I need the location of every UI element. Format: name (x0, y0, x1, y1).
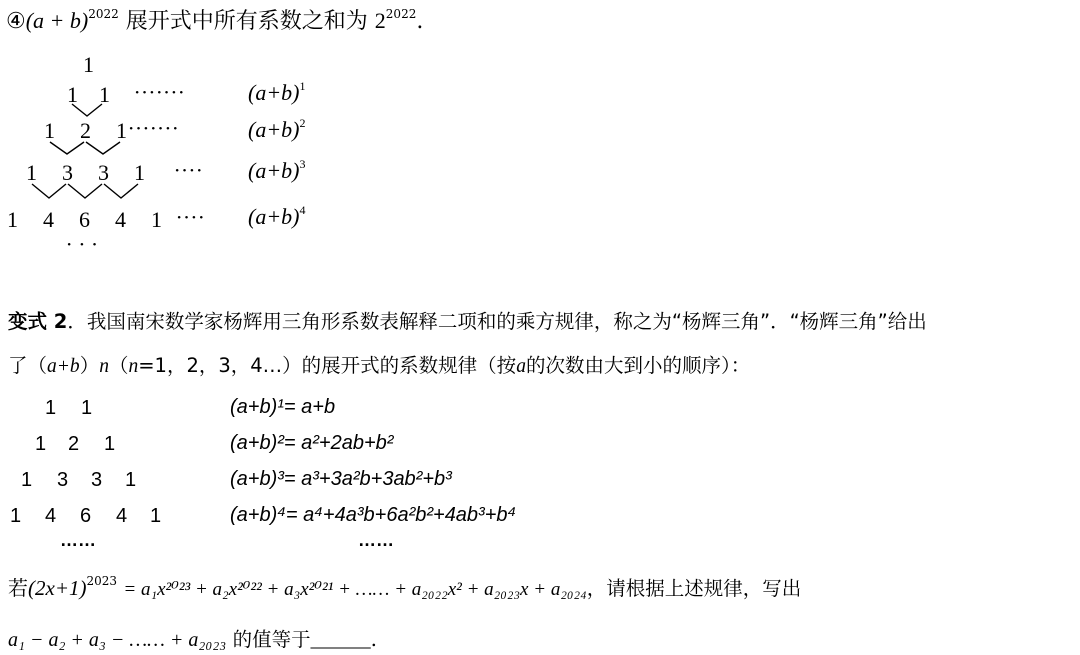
statement-period: . (416, 9, 424, 34)
variant-title: 变式 2 (8, 310, 68, 333)
question-lhs-exp: 2023 (86, 574, 118, 589)
tri2-eq-1: (a+b)¹= a+b (230, 396, 336, 418)
tri1-more-dots: · · · (66, 232, 98, 256)
tri2-row1-c0: 1 (45, 397, 57, 419)
tri1-row1-c0: 1 (67, 82, 78, 107)
binomial-expr: (a + b) (25, 8, 89, 33)
tri1-row3-c3: 1 (134, 160, 145, 185)
variant-line-2: 了（a+b）n（n=1，2，3，4…）的展开式的系数规律（按a的次数由大到小的顺序）： (8, 354, 751, 377)
question-line-2 (8, 624, 377, 652)
tri1-row3-c0: 1 (26, 160, 37, 185)
tri1-row2-c1: 2 (80, 118, 91, 143)
tri2-dots-left: …… (60, 530, 96, 550)
question-period: . (370, 627, 377, 651)
tri1-row4-c2: 6 (79, 207, 90, 232)
tri1-row3-dots: ···· (174, 158, 204, 182)
question-line-1 (8, 572, 801, 601)
tri2-row4-c1: 4 (45, 505, 57, 527)
tri2-row3-c0: 1 (21, 469, 33, 491)
tri2-row2-c0: 1 (35, 433, 47, 455)
tri2-row4-c2: 6 (80, 505, 92, 527)
tri1-label-2: $(a+b)^2$ (248, 115, 306, 142)
binomial-exponent: 2022 (88, 6, 119, 21)
tri1-row0-c0: 1 (83, 52, 94, 77)
tri2-row4-c3: 4 (116, 505, 128, 527)
variant-text-1: ．我国南宋数学家杨辉用三角形系数表解释二项和的乘方规律，称之为“杨辉三角”．“杨辉三角”给出 (67, 310, 927, 333)
tri1-row1-dots: ······· (134, 80, 186, 104)
tri1-row4-dots: ···· (176, 205, 206, 229)
tri1-row1-c1: 1 (99, 82, 110, 107)
tri2-row1-c1: 1 (81, 397, 93, 419)
tri2-dots-right: …… (358, 530, 394, 550)
sum-exponent: 2022 (385, 6, 417, 21)
tri1-row4-c1: 4 (43, 207, 54, 232)
question-expr: a₁ − a₂ + a₃ − …… + a₂₀₂₃ (8, 629, 227, 651)
question-prefix: 若 (8, 576, 28, 600)
answer-blank[interactable]: ______ (310, 629, 371, 651)
tri2-row4-c0: 1 (10, 505, 22, 527)
tri1-row3-c2: 3 (98, 160, 109, 185)
tri2-eq-3: (a+b)³= a³+3a²b+3ab²+b³ (230, 468, 452, 490)
statement-text: 展开式中所有系数之和为 (125, 9, 368, 34)
question-suffix: ，请根据上述规律，写出 (586, 577, 802, 600)
sum-base: 2 (374, 8, 386, 33)
question-rhs: = a₁x²⁰²³ + a₂x²⁰²² + a₃x²⁰²¹ + …… + a₂₀₂₂x² + a₂₀₂₃x + a₂₀₂₄ (123, 579, 587, 600)
addition-chevrons (0, 0, 240, 220)
tri2-row3-c3: 1 (125, 469, 137, 491)
tri1-label-1: $(a+b)^1$ (248, 78, 306, 105)
variant-line-1 (8, 306, 927, 334)
tri1-label-4: $(a+b)^4$ (248, 202, 306, 229)
question-text: 的值等于 (232, 628, 311, 651)
circled-number: ④ (6, 9, 26, 34)
tri2-row3-c1: 3 (57, 469, 69, 491)
tri1-row4-c3: 4 (115, 207, 126, 232)
tri1-row2-c0: 1 (44, 118, 55, 143)
tri1-row2-dots: ······· (128, 116, 180, 140)
question-lhs: (2x+1) (28, 576, 87, 600)
tri1-row4-c4: 1 (151, 207, 162, 232)
tri1-label-3: $(a+b)^3$ (248, 156, 306, 183)
tri2-row4-c4: 1 (150, 505, 162, 527)
tri1-row3-c1: 3 (62, 160, 73, 185)
tri1-row2-c2: 1 (116, 118, 127, 143)
tri2-eq-2: (a+b)²= a²+2ab+b² (230, 432, 394, 454)
tri2-eq-4: (a+b)⁴= a⁴+4a³b+6a²b²+4ab³+b⁴ (230, 504, 517, 526)
tri2-row2-c2: 1 (104, 433, 116, 455)
tri2-row2-c1: 2 (68, 433, 80, 455)
tri2-row3-c2: 3 (91, 469, 103, 491)
tri1-row4-c0: 1 (7, 207, 18, 232)
